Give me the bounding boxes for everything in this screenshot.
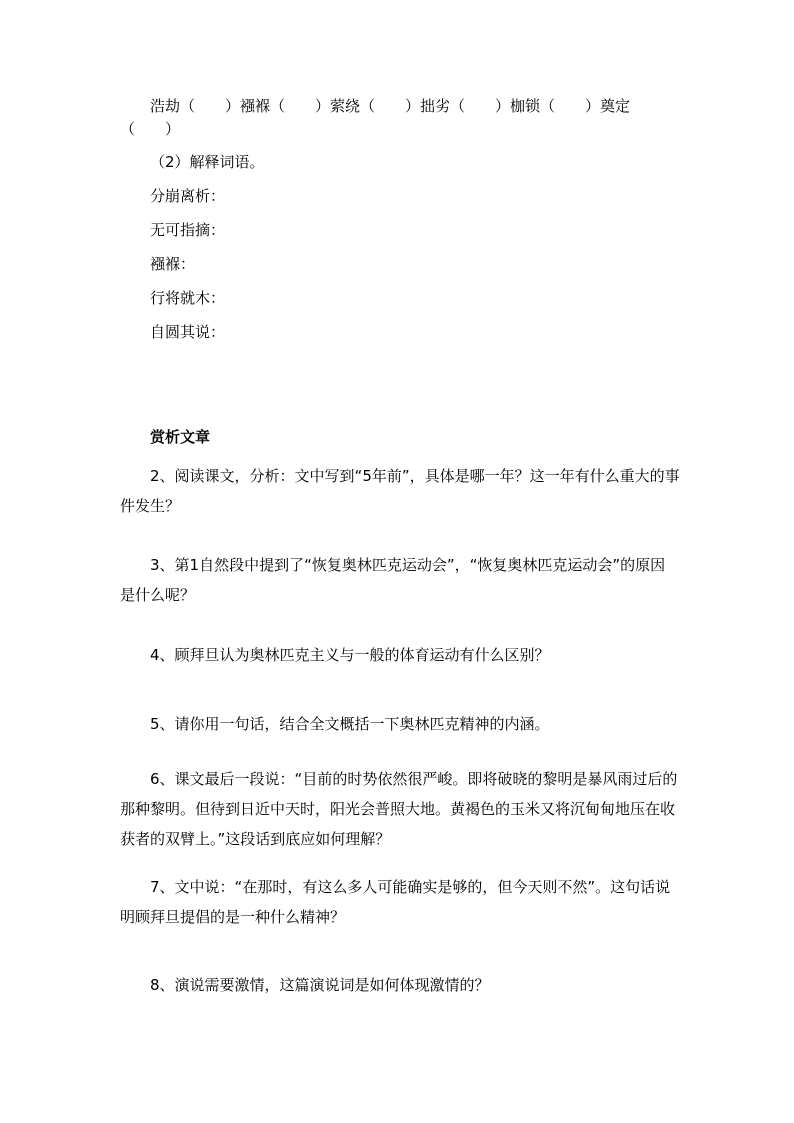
term-2: 无可指摘： <box>150 221 226 239</box>
pinyin-row-tail: （ ） <box>120 120 181 138</box>
question-4: 4、顾拜旦认为奥林匹克主义与一般的体育运动有什么区别？ <box>150 646 550 664</box>
term-3: 襁褓： <box>150 255 196 273</box>
term-5: 自圆其说： <box>150 323 226 341</box>
question-8: 8、演说需要激情，这篇演说词是如何体现激情的？ <box>150 976 490 994</box>
question-7: 7、文中说：“在那时，有这么多人可能确实是够的，但今天则不然”。这句话说明顾拜旦提倡的是一种什么精神？ <box>120 878 671 926</box>
question-3: 3、第1自然段中提到了“恢复奥林匹克运动会”，“恢复奥林匹克运动会”的原因是什么呢？ <box>120 556 666 604</box>
pinyin-row: 浩劫（ ）襁褓（ ）萦绕（ ）拙劣（ ）枷锁（ ）奠定 <box>150 97 631 115</box>
question-6: 6、课文最后一段说：“目前的时势依然很严峻。即将破晓的黎明是暴风雨过后的那种黎明。但待到日近中天时，阳光会普照大地。黄褐色的玉米又将沉甸甸地压在收获者的双臂上。”这段话到底应如何理解？ <box>120 770 678 848</box>
term-1: 分崩离析： <box>150 187 226 205</box>
section-heading: 赏析文章 <box>150 428 211 446</box>
explain-heading: （2）解释词语。 <box>150 153 265 171</box>
term-4: 行将就木： <box>150 289 226 307</box>
question-5: 5、请你用一句话，结合全文概括一下奥林匹克精神的内涵。 <box>150 715 550 733</box>
question-2: 2、阅读课文，分析：文中写到“5年前”，具体是哪一年？这一年有什么重大的事件发生？ <box>120 467 680 515</box>
